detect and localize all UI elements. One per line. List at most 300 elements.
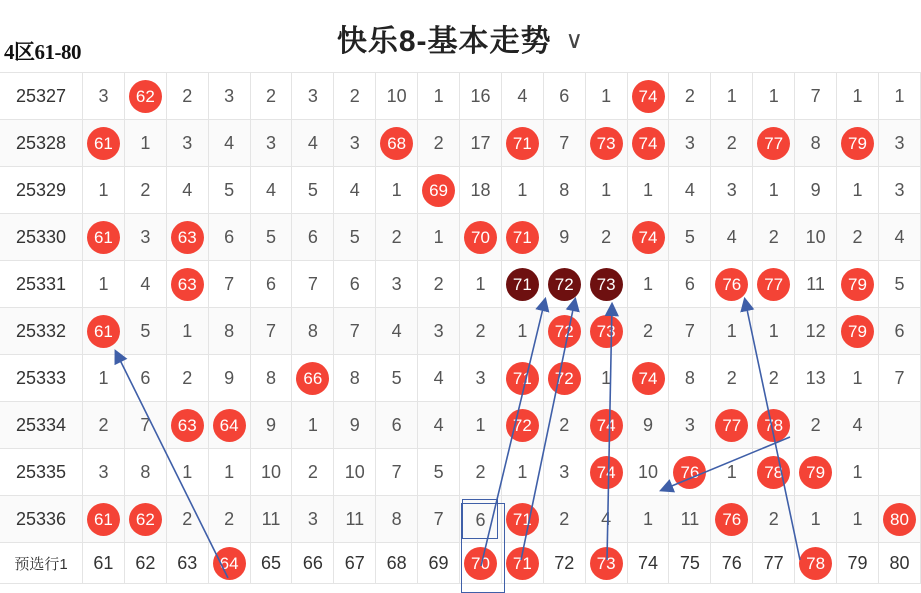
cell-70[interactable] (460, 496, 502, 543)
miss-count: 10 (344, 461, 365, 482)
cell-80[interactable] (878, 496, 920, 543)
cell-71[interactable] (501, 73, 543, 120)
cell-76[interactable] (711, 167, 753, 214)
cell-65[interactable] (250, 73, 292, 120)
cell-78[interactable] (795, 73, 837, 120)
cell-69[interactable] (418, 449, 460, 496)
cell-78[interactable] (795, 261, 837, 308)
preselect-cell-72[interactable] (543, 543, 585, 584)
miss-count: 3 (266, 132, 277, 153)
cell-68[interactable] (376, 73, 418, 120)
cell-79[interactable] (837, 167, 879, 214)
cell-66[interactable] (292, 449, 334, 496)
preselect-cell-65[interactable] (250, 543, 292, 584)
cell-64[interactable] (208, 167, 250, 214)
miss-count: 1 (98, 179, 109, 200)
miss-count: 11 (345, 508, 365, 529)
cell-65[interactable] (250, 214, 292, 261)
cell-63[interactable] (166, 73, 208, 120)
preselect-number: 75 (679, 552, 700, 573)
cell-62[interactable] (124, 167, 166, 214)
miss-count: 10 (638, 461, 659, 482)
cell-66[interactable] (292, 261, 334, 308)
cell-62[interactable] (124, 355, 166, 402)
preselect-cell-80[interactable] (878, 543, 920, 584)
miss-count: 2 (768, 226, 779, 247)
miss-count: 3 (894, 179, 905, 200)
miss-count: 8 (559, 179, 570, 200)
cell-69[interactable] (418, 308, 460, 355)
cell-62[interactable] (124, 261, 166, 308)
preselect-cell-66[interactable] (292, 543, 334, 584)
cell-77[interactable] (753, 449, 795, 496)
cell-74[interactable] (627, 496, 669, 543)
cell-72[interactable] (543, 261, 585, 308)
hit-ball: 79 (841, 268, 874, 301)
miss-count: 1 (726, 85, 737, 106)
cell-75[interactable] (669, 496, 711, 543)
miss-count: 5 (433, 461, 444, 482)
cell-77[interactable] (753, 402, 795, 449)
preselect-number: 80 (889, 552, 910, 573)
cell-77[interactable] (753, 496, 795, 543)
cell-61[interactable] (83, 449, 125, 496)
miss-count: 5 (349, 226, 360, 247)
cell-72[interactable] (543, 496, 585, 543)
cell-78[interactable] (795, 496, 837, 543)
miss-count: 6 (559, 85, 570, 106)
miss-count: 6 (224, 226, 235, 247)
cell-75[interactable] (669, 449, 711, 496)
cell-66[interactable] (292, 214, 334, 261)
cell-78[interactable] (795, 308, 837, 355)
cell-68[interactable] (376, 261, 418, 308)
miss-count: 3 (684, 132, 695, 153)
miss-count: 1 (140, 132, 151, 153)
cell-69[interactable] (418, 167, 460, 214)
miss-count: 4 (684, 179, 695, 200)
miss-count: 3 (894, 132, 905, 153)
cell-75[interactable] (669, 355, 711, 402)
miss-count: 7 (894, 367, 905, 388)
cell-66[interactable] (292, 73, 334, 120)
cell-65[interactable] (250, 167, 292, 214)
cell-68[interactable] (376, 167, 418, 214)
cell-80[interactable] (878, 261, 920, 308)
hit-ball: 73 (590, 315, 623, 348)
miss-count: 2 (726, 132, 737, 153)
cell-75[interactable] (669, 402, 711, 449)
cell-72[interactable] (543, 308, 585, 355)
cell-73[interactable] (585, 449, 627, 496)
cell-61[interactable] (83, 120, 125, 167)
cell-77[interactable] (753, 120, 795, 167)
preselect-cell-74[interactable] (627, 543, 669, 584)
hit-ball: 71 (506, 268, 539, 301)
cell-66[interactable] (292, 120, 334, 167)
cell-69[interactable] (418, 355, 460, 402)
cell-72[interactable] (543, 120, 585, 167)
cell-72[interactable] (543, 402, 585, 449)
miss-count: 4 (140, 273, 151, 294)
cell-78[interactable] (795, 120, 837, 167)
chevron-down-icon[interactable]: ∨ (565, 27, 585, 54)
cell-77[interactable] (753, 355, 795, 402)
cell-65[interactable] (250, 120, 292, 167)
cell-71[interactable] (501, 308, 543, 355)
cell-77[interactable] (753, 261, 795, 308)
cell-66[interactable] (292, 167, 334, 214)
page-title-text: 快乐8-基本走势 (336, 25, 552, 58)
cell-77[interactable] (753, 214, 795, 261)
cell-80[interactable] (878, 167, 920, 214)
cell-70[interactable] (460, 261, 502, 308)
miss-count: 2 (224, 508, 235, 529)
hit-ball: 72 (506, 409, 539, 442)
cell-79[interactable] (837, 261, 879, 308)
preselect-cell-70[interactable] (460, 543, 502, 584)
cell-68[interactable] (376, 449, 418, 496)
miss-count: 2 (559, 508, 570, 529)
cell-74[interactable] (627, 355, 669, 402)
hit-ball: 74 (632, 80, 665, 113)
cell-80[interactable] (878, 402, 920, 449)
cell-76[interactable] (711, 308, 753, 355)
cell-78[interactable] (795, 167, 837, 214)
cell-71[interactable] (501, 496, 543, 543)
cell-68[interactable] (376, 496, 418, 543)
cell-64[interactable] (208, 496, 250, 543)
cell-65[interactable] (250, 402, 292, 449)
miss-count: 3 (684, 414, 695, 435)
cell-80[interactable] (878, 73, 920, 120)
preselect-cell-79[interactable] (837, 543, 879, 584)
cell-79[interactable] (837, 214, 879, 261)
preselect-cell-64[interactable] (208, 543, 250, 584)
cell-63[interactable] (166, 496, 208, 543)
hit-ball: 63 (171, 221, 204, 254)
miss-count: 1 (768, 85, 779, 106)
cell-71[interactable] (501, 120, 543, 167)
cell-78[interactable] (795, 214, 837, 261)
cell-75[interactable] (669, 167, 711, 214)
miss-count: 3 (307, 85, 318, 106)
cell-64[interactable] (208, 308, 250, 355)
cell-61[interactable] (83, 308, 125, 355)
cell-74[interactable] (627, 214, 669, 261)
cell-68[interactable] (376, 120, 418, 167)
preselect-cell-67[interactable] (334, 543, 376, 584)
cell-73[interactable] (585, 355, 627, 402)
cell-73[interactable] (585, 496, 627, 543)
cell-67[interactable] (334, 73, 376, 120)
hit-ball: 72 (548, 362, 581, 395)
cell-78[interactable] (795, 402, 837, 449)
miss-count: 7 (559, 132, 570, 153)
cell-74[interactable] (627, 449, 669, 496)
cell-70[interactable] (460, 120, 502, 167)
cell-71[interactable] (501, 355, 543, 402)
cell-71[interactable] (501, 261, 543, 308)
cell-76[interactable] (711, 496, 753, 543)
cell-71[interactable] (501, 167, 543, 214)
miss-count: 1 (810, 508, 821, 529)
preselect-row[interactable] (0, 543, 921, 584)
cell-69[interactable] (418, 120, 460, 167)
cell-72[interactable] (543, 167, 585, 214)
cell-73[interactable] (585, 308, 627, 355)
miss-count: 6 (684, 273, 695, 294)
hit-ball: 68 (380, 127, 413, 160)
cell-73[interactable] (585, 214, 627, 261)
hit-ball: 71 (506, 127, 539, 160)
cell-80[interactable] (878, 120, 920, 167)
cell-63[interactable] (166, 355, 208, 402)
cell-63[interactable] (166, 308, 208, 355)
cell-67[interactable] (334, 120, 376, 167)
cell-77[interactable] (753, 167, 795, 214)
cell-75[interactable] (669, 261, 711, 308)
cell-70[interactable] (460, 402, 502, 449)
preselect-number: 65 (260, 552, 282, 573)
preselect-number: 72 (554, 552, 575, 573)
cell-79[interactable] (837, 496, 879, 543)
cell-79[interactable] (837, 120, 879, 167)
cell-80[interactable] (878, 355, 920, 402)
miss-count: 9 (643, 414, 654, 435)
miss-count: 4 (307, 132, 318, 153)
cell-72[interactable] (543, 214, 585, 261)
cell-74[interactable] (627, 167, 669, 214)
cell-65[interactable] (250, 308, 292, 355)
hit-ball: 61 (87, 315, 120, 348)
miss-count: 1 (475, 414, 486, 435)
cell-67[interactable] (334, 402, 376, 449)
cell-74[interactable] (627, 402, 669, 449)
cell-80[interactable] (878, 449, 920, 496)
cell-80[interactable] (878, 214, 920, 261)
hit-ball: 64 (213, 409, 246, 442)
cell-69[interactable] (418, 261, 460, 308)
cell-76[interactable] (711, 73, 753, 120)
boxed-value: 6 (462, 499, 498, 539)
cell-61[interactable] (83, 402, 125, 449)
cell-80[interactable] (878, 308, 920, 355)
cell-67[interactable] (334, 214, 376, 261)
preselect-ball: 70 (464, 547, 497, 580)
cell-61[interactable] (83, 73, 125, 120)
cell-63[interactable] (166, 120, 208, 167)
miss-count: 11 (680, 508, 700, 529)
cell-69[interactable] (418, 73, 460, 120)
cell-64[interactable] (208, 73, 250, 120)
cell-63[interactable] (166, 214, 208, 261)
cell-73[interactable] (585, 120, 627, 167)
preselect-cell-61[interactable] (83, 543, 125, 584)
miss-count: 2 (475, 461, 486, 482)
cell-76[interactable] (711, 355, 753, 402)
trend-table (0, 72, 921, 584)
cell-75[interactable] (669, 120, 711, 167)
cell-62[interactable] (124, 496, 166, 543)
cell-73[interactable] (585, 402, 627, 449)
cell-76[interactable] (711, 449, 753, 496)
hit-ball: 62 (129, 503, 162, 536)
cell-70[interactable] (460, 449, 502, 496)
cell-79[interactable] (837, 449, 879, 496)
cell-76[interactable] (711, 261, 753, 308)
cell-67[interactable] (334, 261, 376, 308)
miss-count: 7 (140, 414, 151, 435)
cell-62[interactable] (124, 308, 166, 355)
preselect-cell-71[interactable] (501, 543, 543, 584)
miss-count: 2 (768, 367, 779, 388)
cell-71[interactable] (501, 214, 543, 261)
miss-count: 2 (98, 414, 109, 435)
cell-65[interactable] (250, 449, 292, 496)
cell-61[interactable] (83, 496, 125, 543)
cell-64[interactable] (208, 402, 250, 449)
cell-74[interactable] (627, 120, 669, 167)
cell-74[interactable] (627, 261, 669, 308)
cell-65[interactable] (250, 355, 292, 402)
table-row (0, 308, 921, 355)
row-issue-number: 25330 (0, 214, 83, 261)
cell-67[interactable] (334, 449, 376, 496)
cell-64[interactable] (208, 449, 250, 496)
cell-79[interactable] (837, 402, 879, 449)
miss-count: 7 (349, 320, 360, 341)
cell-63[interactable] (166, 167, 208, 214)
cell-67[interactable] (334, 496, 376, 543)
cell-78[interactable] (795, 355, 837, 402)
cell-68[interactable] (376, 308, 418, 355)
cell-62[interactable] (124, 214, 166, 261)
cell-73[interactable] (585, 167, 627, 214)
cell-63[interactable] (166, 449, 208, 496)
cell-64[interactable] (208, 120, 250, 167)
cell-70[interactable] (460, 355, 502, 402)
preselect-cell-63[interactable] (166, 543, 208, 584)
miss-count: 2 (643, 320, 654, 341)
preselect-cell-68[interactable] (376, 543, 418, 584)
hit-ball: 74 (632, 221, 665, 254)
cell-64[interactable] (208, 214, 250, 261)
cell-62[interactable] (124, 402, 166, 449)
preselect-cell-75[interactable] (669, 543, 711, 584)
cell-62[interactable] (124, 449, 166, 496)
miss-count: 9 (349, 414, 360, 435)
cell-66[interactable] (292, 496, 334, 543)
cell-64[interactable] (208, 261, 250, 308)
cell-70[interactable] (460, 214, 502, 261)
cell-71[interactable] (501, 449, 543, 496)
preselect-cell-77[interactable] (753, 543, 795, 584)
preselect-cell-76[interactable] (711, 543, 753, 584)
cell-61[interactable] (83, 167, 125, 214)
table-row (0, 496, 921, 543)
cell-66[interactable] (292, 402, 334, 449)
cell-74[interactable] (627, 73, 669, 120)
hit-ball: 77 (715, 409, 748, 442)
miss-count: 8 (140, 461, 151, 482)
table-row (0, 402, 921, 449)
cell-68[interactable] (376, 355, 418, 402)
cell-79[interactable] (837, 73, 879, 120)
cell-70[interactable] (460, 73, 502, 120)
cell-62[interactable] (124, 73, 166, 120)
hit-ball: 76 (673, 456, 706, 489)
cell-72[interactable] (543, 355, 585, 402)
cell-76[interactable] (711, 402, 753, 449)
cell-67[interactable] (334, 308, 376, 355)
cell-66[interactable] (292, 308, 334, 355)
miss-count: 5 (684, 226, 695, 247)
cell-76[interactable] (711, 120, 753, 167)
cell-69[interactable] (418, 402, 460, 449)
cell-78[interactable] (795, 449, 837, 496)
miss-count: 7 (810, 85, 821, 106)
cell-77[interactable] (753, 308, 795, 355)
cell-73[interactable] (585, 73, 627, 120)
preselect-cell-73[interactable] (585, 543, 627, 584)
hit-ball: 80 (883, 503, 916, 536)
cell-66[interactable] (292, 355, 334, 402)
cell-67[interactable] (334, 355, 376, 402)
cell-68[interactable] (376, 402, 418, 449)
cell-61[interactable] (83, 214, 125, 261)
cell-77[interactable] (753, 73, 795, 120)
preselect-cell-69[interactable] (418, 543, 460, 584)
cell-74[interactable] (627, 308, 669, 355)
cell-69[interactable] (418, 496, 460, 543)
cell-70[interactable] (460, 167, 502, 214)
miss-count: 9 (266, 414, 277, 435)
miss-count: 3 (391, 273, 402, 294)
cell-63[interactable] (166, 402, 208, 449)
cell-70[interactable] (460, 308, 502, 355)
hit-ball: 63 (171, 268, 204, 301)
cell-67[interactable] (334, 167, 376, 214)
cell-73[interactable] (585, 261, 627, 308)
cell-72[interactable] (543, 73, 585, 120)
cell-76[interactable] (711, 214, 753, 261)
preselect-cell-78[interactable] (795, 543, 837, 584)
cell-69[interactable] (418, 214, 460, 261)
row-issue-number: 25335 (0, 449, 83, 496)
cell-71[interactable] (501, 402, 543, 449)
cell-75[interactable] (669, 73, 711, 120)
cell-64[interactable] (208, 355, 250, 402)
cell-65[interactable] (250, 496, 292, 543)
miss-count: 7 (684, 320, 695, 341)
miss-count: 5 (140, 320, 151, 341)
cell-75[interactable] (669, 308, 711, 355)
cell-63[interactable] (166, 261, 208, 308)
cell-72[interactable] (543, 449, 585, 496)
cell-79[interactable] (837, 308, 879, 355)
cell-61[interactable] (83, 355, 125, 402)
cell-68[interactable] (376, 214, 418, 261)
cell-61[interactable] (83, 261, 125, 308)
preselect-cell-62[interactable] (124, 543, 166, 584)
cell-65[interactable] (250, 261, 292, 308)
cell-62[interactable] (124, 120, 166, 167)
cell-79[interactable] (837, 355, 879, 402)
cell-75[interactable] (669, 214, 711, 261)
hit-ball: 77 (757, 127, 790, 160)
miss-count: 8 (266, 367, 277, 388)
